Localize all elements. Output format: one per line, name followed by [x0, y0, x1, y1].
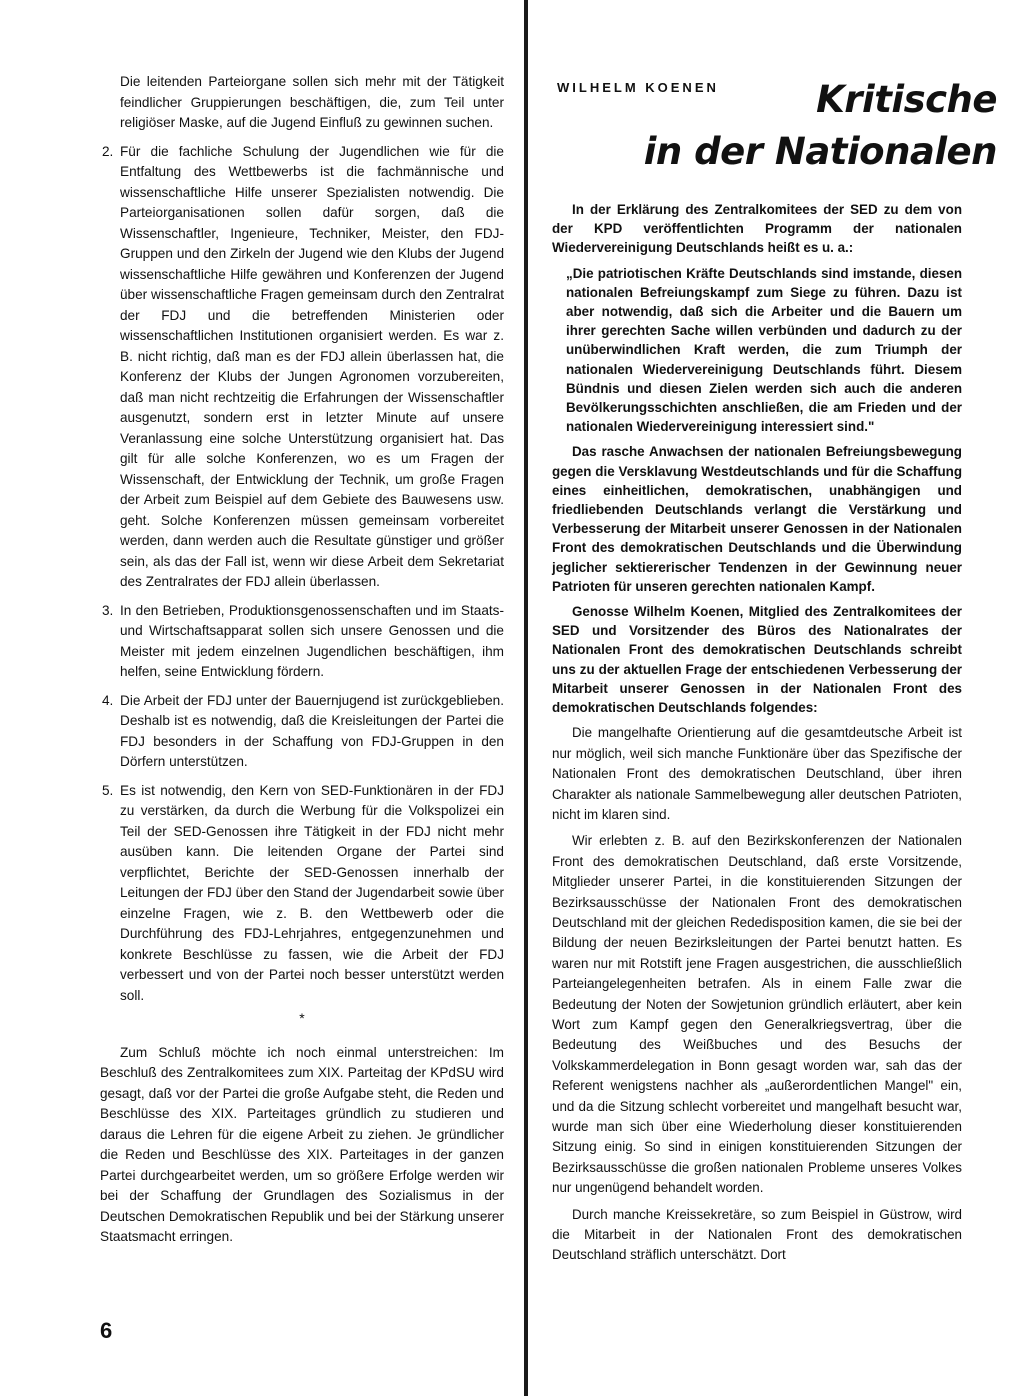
left-intro-paragraph: Die leitenden Parteiorgane sollen sich mehr mit der Tätigkeit feindlicher Gruppierungen beschäftigen, die, zum Teil unter religiöser Maske, auf die Jugend Einfluß zu gewinnen suchen.: [120, 74, 504, 130]
page-number: 6: [100, 1318, 113, 1343]
list-item-4: [100, 691, 504, 773]
right-column: [552, 200, 962, 1272]
list-item-number: 5.: [102, 782, 114, 798]
author-name: WILHELM KOENEN: [557, 80, 719, 95]
article-paragraph: Wir erlebten z. B. auf den Bezirkskonferenzen der Nationalen Front des demokratischen Deutschland, daß erste Vorsitzende, Mitglieder unserer Partei, in die konstituierenden Sitzungen der Bezirksausschüsse der Nationalen Front des demokratischen Deutschland mit der gleichen Rededisposition kamen, die sie bei der Bildung der neuen Bezirksleitungen der Partei benutzt hatten. Es waren nur mit Rotstift jene Fragen ausgestrichen, die ausschließlich Parteiangelegenheiten betrafen. Als in einem Falle zwar die Bedeutung der Noten der Sowjetunion gründlich erläutert, aber kein Wort zum Kampf gegen den Generalkriegsvertrag, über die Bedeutung des Weißbuches und des Besuchs der Volkskammerdelegation in Bonn gesagt worden war, sah das der Referent wenigstens nachher als „außerordentlichen Mangel" ein, und da die Sitzung schlecht vorbereitet und mangelhaft besucht war, wurde man sich über eine Wiederholung dieser konstituierenden Sitzung einig. So sind in einigen konstituierenden Sitzungen der Bezirksausschüsse die großen nationalen Probleme unseres Volkes nur ungenügend behandelt worden.: [552, 833, 962, 1196]
left-column: [100, 72, 504, 1248]
list-item-text: Es ist notwendig, den Kern von SED-Funktionären in der FDJ zu verstärken, da durch die Werbung für die Volkspolizei ein Teil der SED-Genossen ihre Tätigkeit in der FDJ nicht mehr ausüben kann. Die leitenden Organe der Partei sind verpflichtet, Berichte der SED-Genossen innerhalb der Leitungen der FDJ über den Stand der Jugendarbeit sowie über einzelne Fragen, wie z. B. den Wettbewerb oder die Durchführung des FDJ-Lehrjahres, entgegenzunehmen und konkrete Beschlüsse zu fassen, wie die Arbeit der FDJ verbessert und von der Partei noch besser unterstützt werden soll.: [120, 782, 504, 1003]
list-item-text: In den Betrieben, Produktionsgenossenschaften und im Staats- und Wirtschaftsapparat sollen sich unsere Genossen und die Meister mit jedem einzelnen Jugendlichen beschäftigen, ihm helfen, seine Entwicklung fördern.: [120, 602, 504, 679]
list-item-2: [100, 142, 504, 593]
list-item-text: Für die fachliche Schulung der Jugendlichen wie für die Entfaltung des Wettbewerbs ist die fachmännische und wissenschaftliche Hilfe unserer Spezialisten notwendig. Die Parteiorganisationen sollen dafür sorgen, daß die Wissenschaftler, Ingenieure, Techniker, Meister, den FDJ-Gruppen und den Zirkeln der Jugend wie den Klubs der Jugend wissenschaftliche Hilfe gewähren und Konferenzen der Jugend über wissenschaftliche Fragen gemeinsam durch den Zentralrat der FDJ und die betreffenden Ministerien oder wissenschaftlichen Institutionen organisiert werden. Es war z. B. nicht richtig, daß man es der FDJ allein überlassen hat, die Konferenz der Klubs der Jungen Agronomen vorzubereiten, daß man nicht rechtzeitig die Erfahrungen der Wissenschaftler ausgenutzt, sondern erst in letzter Minute auf unsere Veranlassung eine solche Unterstützung organisiert hat. Das gilt für alle solche Konferenzen, wo es um Fragen der Wissenschaft, der Entwicklung der Technik, um große Fragen der Arbeit zum Beispiel auf dem Gebiete des Bauwesens usw. geht. Solche Konferenzen müssen gemeinsam vorbereitet werden, dann werden auch die Resultate günstiger und größer sein, als das der Fall ist, wenn wir diese Arbeit dem Sekretariat des Zentralrates der FDJ allein überlassen.: [120, 143, 504, 589]
editorial-author-note: Genosse Wilhelm Koenen, Mitglied des Zentralkomitees der SED und Vorsitzender des Büros des Nationalrates der Nationalen Front des demokratischen Deutschlands schreibt uns zu der aktuellen Frage der entschiedenen Verbesserung der Mitarbeit unserer Genossen in der Nationalen Front des demokratischen Deutschlands folgendes:: [552, 604, 962, 716]
closing-paragraph: Zum Schluß möchte ich noch einmal unterstreichen: Im Beschluß des Zentralkomitees zum XIX. Parteitag der KPdSU wird gesagt, daß vor der Partei die große Aufgabe steht, die Reden und Beschlüsse des XIX. Parteitages gründlich zu studieren und daraus die Lehren für die eigene Arbeit zu ziehen. Je gründlicher die Reden und Beschlüsse des XIX. Parteitages in der ganzen Partei durchgearbeitet werden, um so größere Erfolge werden wir bei der Schaffung der Grundlagen des Sozialismus in der Deutschen Demokratischen Republik und bei der Stärkung unserer Staatsmacht erringen.: [100, 1044, 504, 1244]
article-title-line-1: Kritische: [816, 78, 997, 121]
article-title-line-2: in der Nationalen: [643, 130, 997, 173]
list-item-5: [100, 781, 504, 1007]
column-divider: [524, 0, 528, 1396]
editorial-quote: „Die patriotischen Kräfte Deutschlands sind imstande, diesen nationalen Befreiungskampf zum Siege zu führen. Dazu ist aber notwendig, daß sich die Arbeiter und die Bauern um ihrer gerechten Sache willen verbünden und dadurch zu der unüberwindlichen Kraft werden, die zum Triumph der nationalen Wiedervereinigung Deutschlands führt. Diesem Bündnis und diesen Zielen werden sich auch die anderen Bevölkerungsschichten anschließen, die am Frieden und der nationalen Wiedervereinigung interessiert sind.": [566, 265, 962, 435]
article-paragraph: Die mangelhafte Orientierung auf die gesamtdeutsche Arbeit ist nur möglich, weil sich manche Funktionäre über das Spezifische der Nationalen Front des demokratischen Deutschland, über ihren Charakter als nationale Sammelbewegung aller deutschen Patrioten, nicht im klaren sind.: [552, 725, 962, 822]
list-item-number: 3.: [102, 602, 114, 618]
editorial-intro: In der Erklärung des Zentralkomitees der SED zu dem von der KPD veröffentlichten Programm der nationalen Wiedervereinigung Deutschlands heißt es u. a.:: [552, 202, 962, 256]
list-item-text: Die Arbeit der FDJ unter der Bauernjugend ist zurückgeblieben. Deshalb ist es notwendig, daß die Kreisleitungen der Partei die FDJ besonders in der Schaffung von FDJ-Gruppen in den Dörfern unterstützen.: [120, 692, 504, 769]
editorial-paragraph: Das rasche Anwachsen der nationalen Befreiungsbewegung gegen die Versklavung Westdeutschlands und für die Schaffung eines einheitlichen, demokratischen, unabhängigen und friedliebenden Deutschlands verlangt die Verstärkung und Verbesserung der Mitarbeit unserer Genossen in der Nationalen Front des demokratischen Deutschlands und die Überwindung jeglicher sektiererischer Tendenzen in der Gewinnung neuer Patrioten für unseren gerechten nationalen Kampf.: [552, 444, 962, 594]
list-item-number: 2.: [102, 143, 114, 159]
article-paragraph: Durch manche Kreissekretäre, so zum Beispiel in Güstrow, wird die Mitarbeit in der Nationalen Front des demokratischen Deutschland sträflich unterschätzt. Dort: [552, 1206, 962, 1263]
section-separator: *: [299, 1010, 305, 1026]
list-item-3: [100, 601, 504, 683]
list-item-number: 4.: [102, 692, 114, 708]
